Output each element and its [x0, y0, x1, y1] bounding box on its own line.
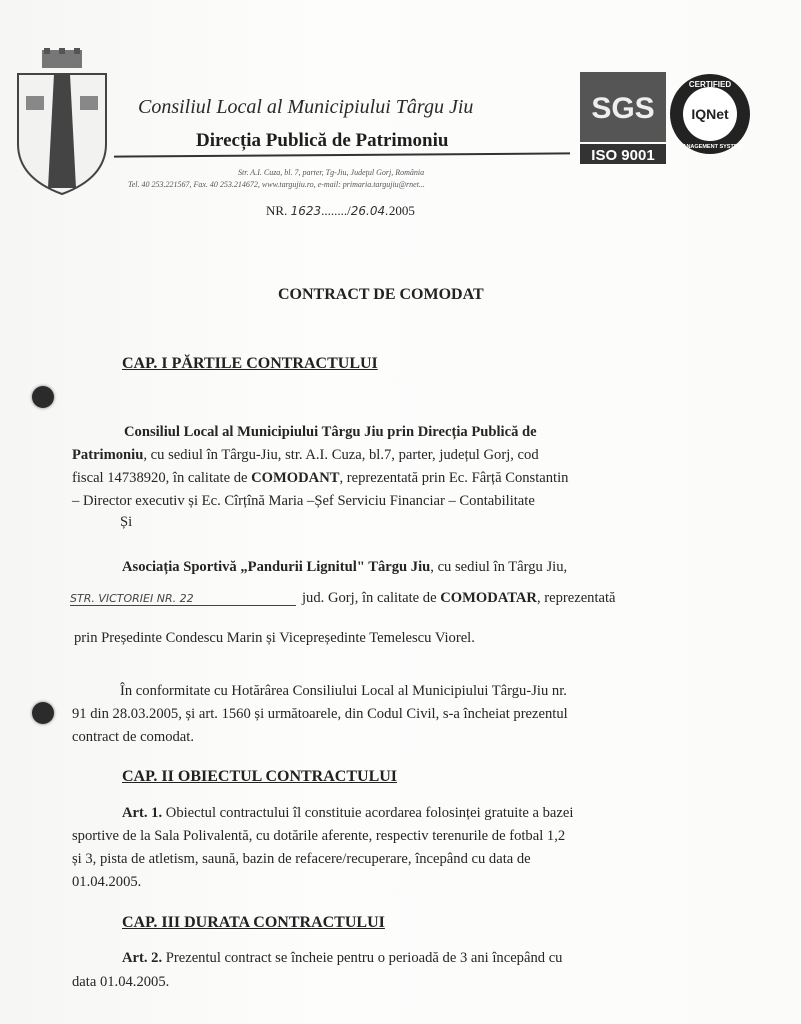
p3-line3: contract de comodat. [72, 729, 194, 745]
section-heading-1: CAP. I PĂRTILE CONTRACTULUI [122, 355, 378, 372]
art1-line1: Art. 1. Obiectul contractului îl constituie acordarea folosinței gratuite a bazei [122, 805, 574, 821]
nr-date: 26.04. [350, 204, 389, 218]
punch-hole [32, 386, 54, 408]
p1-line3: fiscal 14738920, în calitate de COMODANT, reprezentată prin Ec. Fârță Constantin [72, 470, 569, 486]
p2-line3: prin Președinte Condescu Marin și Vicepreședinte Temelescu Viorel. [74, 630, 475, 646]
iqnet-certified-seal [668, 72, 752, 156]
p1-line2: Patrimoniu, cu sediul în Târgu-Jiu, str. A.I. Cuza, bl.7, parter, județul Gorj, cod [72, 447, 539, 463]
p2-line1: Asociația Sportivă „Pandurii Lignitul" Târgu Jiu, cu sediul în Târgu Jiu, [122, 559, 568, 575]
art1-line4: 01.04.2005. [72, 874, 142, 890]
coat-of-arms-logo [14, 48, 110, 196]
cert-bottom-text: MANAGEMENT SYSTEM [677, 144, 743, 150]
cert-center-text: IQNet [691, 106, 729, 122]
p3-line2: 91 din 28.03.2005, și art. 1560 și următoarele, din Codul Civil, s-a încheiat prezentul [72, 706, 568, 722]
cert-top-text: CERTIFIED [688, 80, 732, 89]
art2-line2: data 01.04.2005. [72, 974, 170, 990]
contract-title: CONTRACT DE COMODAT [278, 286, 484, 303]
nr-label: NR. [266, 203, 288, 218]
si-conjunction: Și [120, 514, 133, 530]
iso-text: ISO 9001 [591, 147, 655, 164]
sgs-iso-logo [580, 72, 666, 164]
p2-line2: jud. Gorj, în calitate de COMODATAR, reprezentată [302, 590, 616, 606]
section-heading-2: CAP. II OBIECTUL CONTRACTULUI [122, 768, 398, 785]
nr-year: 2005 [388, 203, 415, 218]
address-line: Str. A.I. Cuza, bl. 7, parter, Tg-Jiu, Judeţul Gorj, România [238, 168, 425, 177]
handwritten-address: STR. VICTORIEI NR. 22 [70, 592, 296, 606]
p1-line1: Consiliul Local al Municipiului Târgu Jiu prin Direcția Publică de [124, 424, 537, 440]
punch-hole [32, 702, 54, 724]
art2-line1: Art. 2. Prezentul contract se încheie pentru o perioadă de 3 ani începând cu [122, 950, 563, 966]
header-divider [114, 152, 570, 157]
nr-value: 1623 [290, 204, 322, 218]
department-name: Direcția Publică de Patrimoniu [196, 130, 449, 151]
sgs-text: SGS [591, 92, 655, 125]
p1-line4: – Director executiv și Ec. Cîrțînă Maria –Șef Serviciu Financiar – Contabilitate [72, 493, 535, 509]
art1-line3: și 3, pista de atletism, saună, bazin de refacere/recuperare, începând cu data de [72, 851, 531, 867]
institution-name: Consiliul Local al Municipiului Târgu Jiu [138, 96, 474, 118]
p3-line1: În conformitate cu Hotărârea Consiliului Local al Municipiului Târgu-Jiu nr. [120, 683, 567, 699]
art1-line2: sportive de la Sala Polivalentă, cu dotările aferente, respectiv terenurile de fotbal 1,2 [72, 828, 566, 844]
section-heading-3: CAP. III DURATA CONTRACTULUI [122, 914, 385, 931]
registration-number: NR. 1623......../26.04.2005 [266, 203, 415, 218]
contact-line: Tel. 40 253.221567, Fax. 40 253.214672, www.targujiu.ro, e-mail: primaria.targujiu@rnet... [128, 180, 425, 189]
